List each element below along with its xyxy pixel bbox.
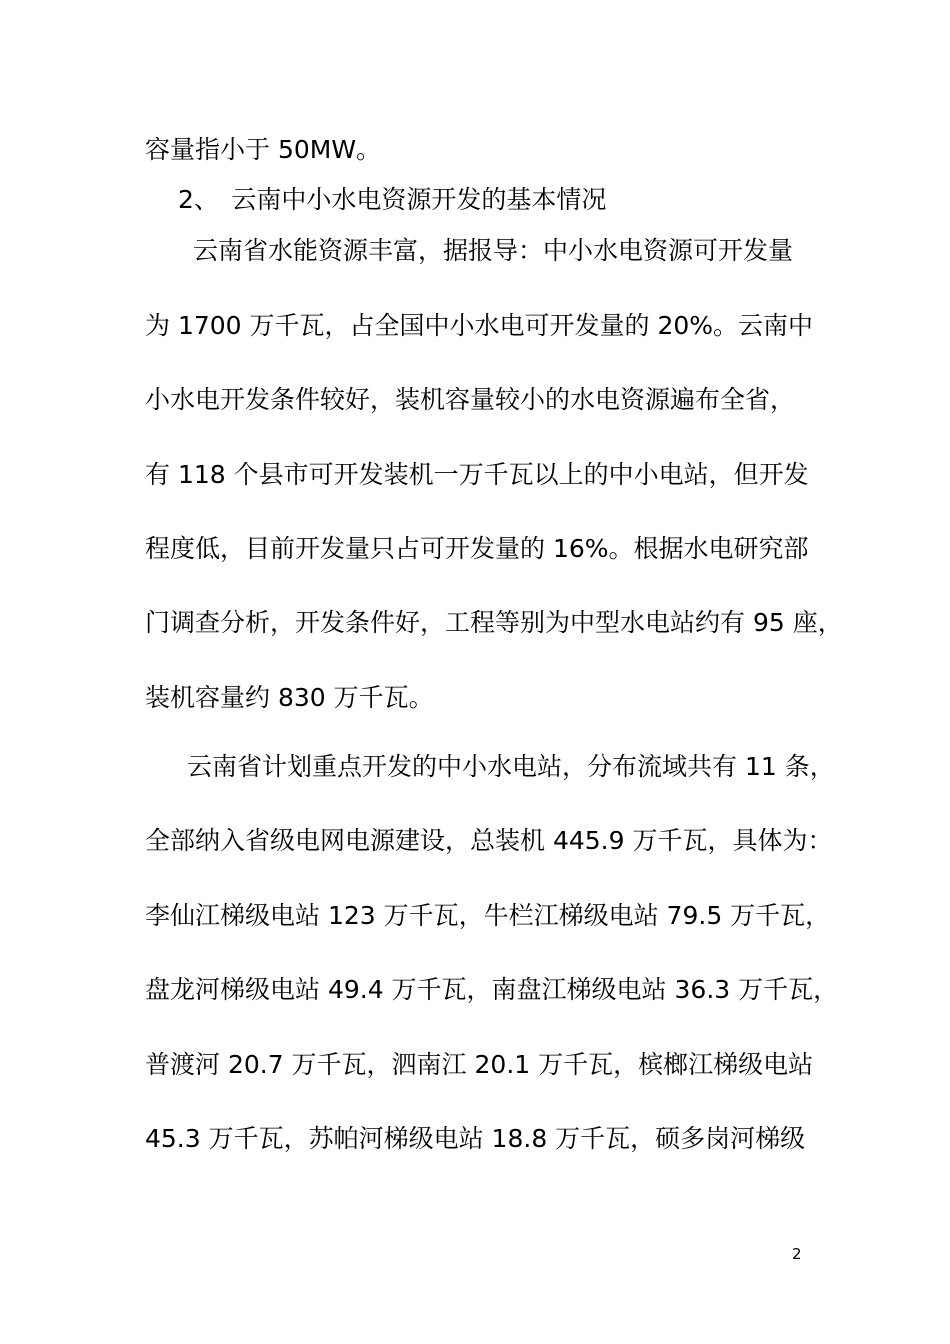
text-line: 李仙江梯级电站 123 万千瓦，牛栏江梯级电站 79.5 万千瓦， xyxy=(145,901,831,930)
text-line: 盘龙河梯级电站 49.4 万千瓦，南盘江梯级电站 36.3 万千瓦， xyxy=(145,975,839,1004)
text-line: 程度低，目前开发量只占可开发量的 16%。根据水电研究部 xyxy=(145,534,809,563)
text-line: 全部纳入省级电网电源建设，总装机 445.9 万千瓦，具体为： xyxy=(145,826,833,855)
text-line: 普渡河 20.7 万千瓦，泗南江 20.1 万千瓦，槟榔江梯级电站 xyxy=(145,1050,814,1079)
text-line: 门调查分析，开发条件好，工程等别为中型水电站约有 95 座， xyxy=(145,608,843,637)
text-line: 装机容量约 830 万千瓦。 xyxy=(145,683,434,712)
text-line: 为 1700 万千瓦，占全国中小水电可开发量的 20%。云南中 xyxy=(145,311,814,340)
text-line: 云南省水能资源丰富，据报导：中小水电资源可开发量 xyxy=(193,236,794,265)
text-line: 云南省计划重点开发的中小水电站，分布流域共有 11 条， xyxy=(187,752,835,781)
text-line: 有 118 个县市可开发装机一万千瓦以上的中小电站，但开发 xyxy=(145,460,809,489)
text-line: 小水电开发条件较好，装机容量较小的水电资源遍布全省， xyxy=(145,385,796,414)
section-heading: 2、 云南中小水电资源开发的基本情况 xyxy=(178,185,607,214)
text-line: 容量指小于 50MW。 xyxy=(145,135,382,164)
page-number: 2 xyxy=(792,1245,802,1263)
text-line: 45.3 万千瓦，苏帕河梯级电站 18.8 万千瓦，硕多岗河梯级 xyxy=(145,1124,806,1153)
